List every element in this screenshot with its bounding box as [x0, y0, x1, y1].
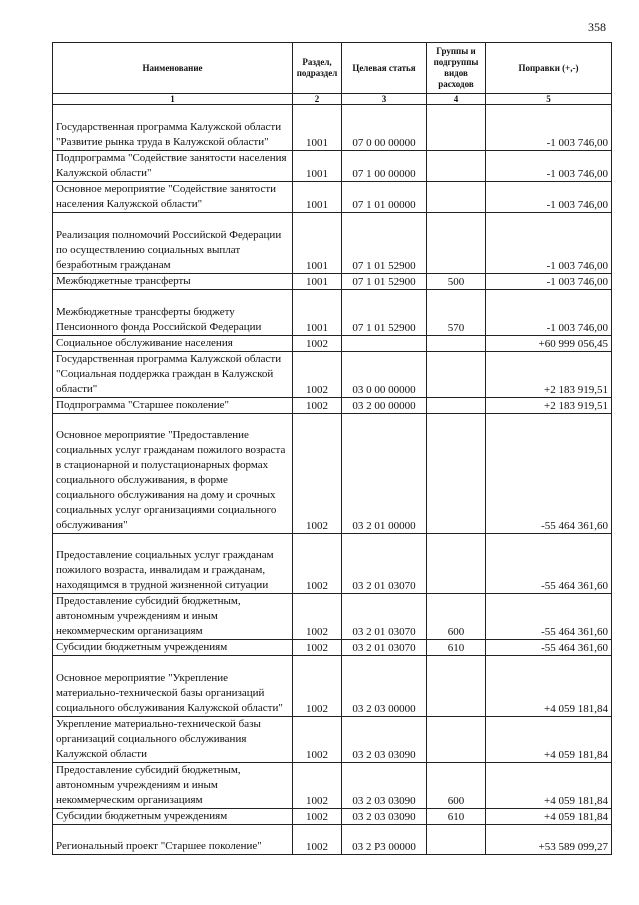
- row-amount: +4 059 181,84: [486, 763, 612, 809]
- row-section: 1002: [293, 809, 342, 825]
- column-number: 2: [293, 94, 342, 105]
- row-name: Субсидии бюджетным учреждениям: [53, 809, 293, 825]
- row-name: Основное мероприятие "Укрепление материально-технической базы организаций социального обслуживания Калужской области": [53, 656, 293, 717]
- row-section: 1002: [293, 717, 342, 763]
- header-target: Целевая статья: [342, 43, 427, 94]
- row-amount: -55 464 361,60: [486, 414, 612, 534]
- row-target: 07 0 00 00000: [342, 105, 427, 151]
- column-number: 1: [53, 94, 293, 105]
- row-group: 500: [427, 274, 486, 290]
- row-name: Предоставление субсидий бюджетным, автономным учреждениям и иным некоммерческим организациям: [53, 763, 293, 809]
- row-section: 1002: [293, 352, 342, 398]
- header-groups: Группы и подгруппы видов расходов: [427, 43, 486, 94]
- row-name: Государственная программа Калужской области "Социальная поддержка граждан в Калужской области": [53, 352, 293, 398]
- row-group: 610: [427, 640, 486, 656]
- row-amount: +4 059 181,84: [486, 809, 612, 825]
- table-row: [53, 414, 612, 534]
- row-name: Межбюджетные трансферты: [53, 274, 293, 290]
- row-group: [427, 656, 486, 717]
- row-name: Подпрограмма "Содействие занятости населения Калужской области": [53, 151, 293, 182]
- row-name: Основное мероприятие "Содействие занятости населения Калужской области": [53, 182, 293, 213]
- table-row: [53, 105, 612, 151]
- header-section: Раздел, подраздел: [293, 43, 342, 94]
- row-amount: -55 464 361,60: [486, 594, 612, 640]
- row-group: [427, 352, 486, 398]
- column-number-row: [53, 94, 612, 105]
- budget-amendments-table: [52, 42, 612, 855]
- row-group: 600: [427, 763, 486, 809]
- row-section: 1002: [293, 594, 342, 640]
- row-name: Государственная программа Калужской области "Развитие рынка труда в Калужской области": [53, 105, 293, 151]
- row-target: 03 2 01 00000: [342, 414, 427, 534]
- table-row: [53, 656, 612, 717]
- row-group: 600: [427, 594, 486, 640]
- row-amount: -1 003 746,00: [486, 290, 612, 336]
- row-target: 03 2 01 03070: [342, 594, 427, 640]
- row-target: 03 2 03 03090: [342, 763, 427, 809]
- row-target: [342, 336, 427, 352]
- row-target: 03 2 03 00000: [342, 656, 427, 717]
- table-row: [53, 151, 612, 182]
- table-row: [53, 717, 612, 763]
- row-group: [427, 182, 486, 213]
- row-target: 07 1 00 00000: [342, 151, 427, 182]
- row-group: [427, 105, 486, 151]
- row-section: 1001: [293, 274, 342, 290]
- row-target: 03 0 00 00000: [342, 352, 427, 398]
- table-row: [53, 825, 612, 855]
- row-amount: +2 183 919,51: [486, 352, 612, 398]
- row-amount: -1 003 746,00: [486, 182, 612, 213]
- row-group: [427, 398, 486, 414]
- row-group: [427, 336, 486, 352]
- row-target: 07 1 01 52900: [342, 290, 427, 336]
- row-section: 1001: [293, 290, 342, 336]
- row-section: 1001: [293, 213, 342, 274]
- table-row: [53, 640, 612, 656]
- row-name: Предоставление социальных услуг гражданам пожилого возраста, инвалидам и гражданам, находящимся в трудной жизненной ситуации: [53, 534, 293, 594]
- table-row: [53, 213, 612, 274]
- row-amount: -1 003 746,00: [486, 151, 612, 182]
- row-group: [427, 534, 486, 594]
- row-amount: -55 464 361,60: [486, 640, 612, 656]
- table-row: [53, 809, 612, 825]
- row-name: Субсидии бюджетным учреждениям: [53, 640, 293, 656]
- row-section: 1002: [293, 640, 342, 656]
- row-group: [427, 825, 486, 855]
- table-row: [53, 274, 612, 290]
- row-amount: +4 059 181,84: [486, 717, 612, 763]
- row-amount: +60 999 056,45: [486, 336, 612, 352]
- row-amount: -1 003 746,00: [486, 213, 612, 274]
- row-name: Межбюджетные трансферты бюджету Пенсионного фонда Российской Федерации: [53, 290, 293, 336]
- table-row: [53, 763, 612, 809]
- table-row: [53, 182, 612, 213]
- row-amount: -1 003 746,00: [486, 105, 612, 151]
- row-amount: +4 059 181,84: [486, 656, 612, 717]
- row-section: 1002: [293, 336, 342, 352]
- row-target: 03 2 P3 00000: [342, 825, 427, 855]
- row-section: 1002: [293, 763, 342, 809]
- table-row: [53, 594, 612, 640]
- row-target: 07 1 01 52900: [342, 213, 427, 274]
- row-name: Укрепление материально-технической базы организаций социального обслуживания Калужской области: [53, 717, 293, 763]
- row-section: 1002: [293, 825, 342, 855]
- column-number: 5: [486, 94, 612, 105]
- row-amount: -1 003 746,00: [486, 274, 612, 290]
- row-group: [427, 717, 486, 763]
- row-section: 1001: [293, 105, 342, 151]
- row-group: 570: [427, 290, 486, 336]
- row-section: 1001: [293, 182, 342, 213]
- row-section: 1001: [293, 151, 342, 182]
- table-row: [53, 398, 612, 414]
- column-number: 3: [342, 94, 427, 105]
- header-amendments: Поправки (+,-): [486, 43, 612, 94]
- row-name: Основное мероприятие "Предоставление социальных услуг гражданам пожилого возраста в стационарной и полустационарных формах социального обслуживания, в форме социального обслуживания на дому и срочных социальных услуг организациями социального обслуживания": [53, 414, 293, 534]
- row-section: 1002: [293, 656, 342, 717]
- page-number: 358: [588, 20, 606, 34]
- table-row: [53, 352, 612, 398]
- row-section: 1002: [293, 534, 342, 594]
- row-target: 07 1 01 00000: [342, 182, 427, 213]
- row-target: 03 2 01 03070: [342, 534, 427, 594]
- row-amount: -55 464 361,60: [486, 534, 612, 594]
- row-target: 07 1 01 52900: [342, 274, 427, 290]
- row-group: [427, 213, 486, 274]
- row-amount: +53 589 099,27: [486, 825, 612, 855]
- row-name: Подпрограмма "Старшее поколение": [53, 398, 293, 414]
- row-name: Социальное обслуживание населения: [53, 336, 293, 352]
- row-name: Предоставление субсидий бюджетным, автономным учреждениям и иным некоммерческим организациям: [53, 594, 293, 640]
- row-group: [427, 414, 486, 534]
- table-row: [53, 534, 612, 594]
- table-row: [53, 290, 612, 336]
- header-name: Наименование: [53, 43, 293, 94]
- row-name: Реализация полномочий Российской Федерации по осуществлению социальных выплат безработным гражданам: [53, 213, 293, 274]
- row-name: Региональный проект "Старшее поколение": [53, 825, 293, 855]
- row-target: 03 2 03 03090: [342, 809, 427, 825]
- row-group: 610: [427, 809, 486, 825]
- row-group: [427, 151, 486, 182]
- row-target: 03 2 03 03090: [342, 717, 427, 763]
- table-header-row: [53, 43, 612, 94]
- row-target: 03 2 01 03070: [342, 640, 427, 656]
- row-section: 1002: [293, 414, 342, 534]
- row-amount: +2 183 919,51: [486, 398, 612, 414]
- row-section: 1002: [293, 398, 342, 414]
- table-row: [53, 336, 612, 352]
- row-target: 03 2 00 00000: [342, 398, 427, 414]
- column-number: 4: [427, 94, 486, 105]
